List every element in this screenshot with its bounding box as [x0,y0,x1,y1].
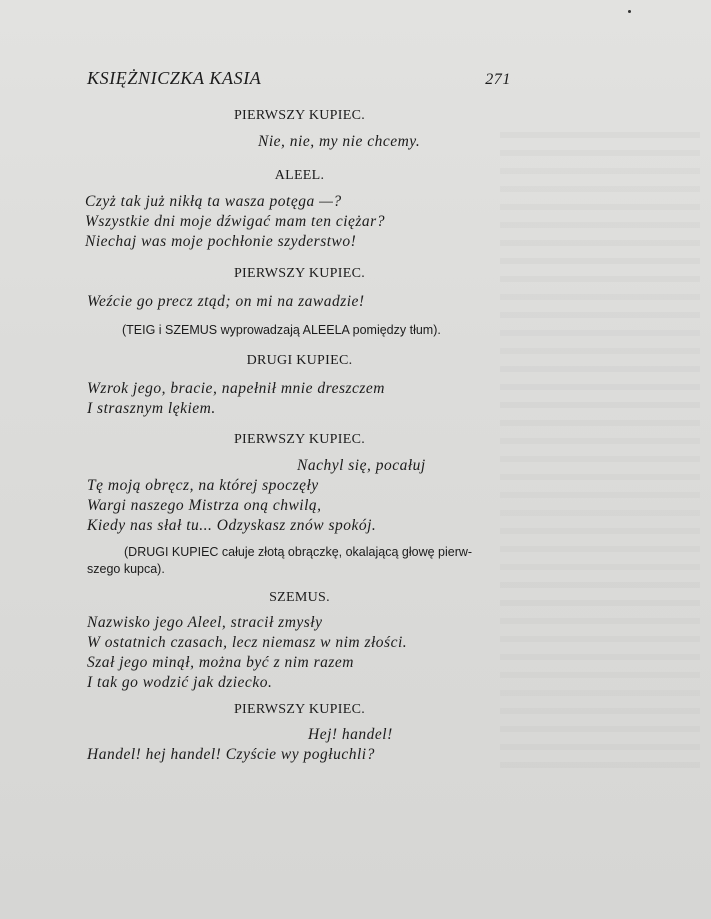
verse-line: Szał jego minął, można być z nim razem [87,654,354,671]
verse-line: Wzrok jego, bracie, napełnił mnie dreszczem [87,380,386,397]
speaker-name: SZEMUS. [269,590,330,605]
verse-line: Niechaj was moje pochłonie szyderstwo! [85,233,357,250]
speaker-name: PIERWSZY KUPIEC. [233,266,366,281]
verse-line: Weźcie go precz ztąd; on mi na zawadzie! [87,293,365,310]
running-header [87,68,511,92]
stage-direction: szego kupca). [87,562,165,576]
verse-line: Wszystkie dni moje dźwigać mam ten ciężar? [85,213,385,230]
verse-line: Nachyl się, pocałuj [297,457,426,474]
stage-direction: (TEIG i SZEMUS wyprowadzają ALEELA pomiędzy tłum). [122,323,441,337]
verse-line: I strasznym lękiem. [87,400,216,417]
bleed-through-text [500,120,700,770]
speaker-name: ALEEL. [274,168,325,183]
verse-line: Czyż tak już nikłą ta wasza potęga —? [85,193,342,210]
page-number: 271 [485,71,511,88]
verse-line: Kiedy nas słał tu... Odzyskasz znów spokój. [87,517,377,534]
speaker-name: PIERWSZY KUPIEC. [233,108,366,123]
book-title: KSIĘŻNICZKA KASIA [87,68,262,88]
verse-line: I tak go wodzić jak dziecko. [87,674,273,691]
dust-speck [628,10,631,13]
verse-line: W ostatnich czasach, lecz niemasz w nim złości. [87,634,408,651]
verse-line: Tę moją obręcz, na której spoczęły [87,477,319,494]
speaker-name: PIERWSZY KUPIEC. [233,702,366,717]
verse-line: Nazwisko jego Aleel, stracił zmysły [87,614,323,631]
speaker-name: DRUGI KUPIEC. [246,353,353,368]
verse-line: Handel! hej handel! Czyście wy pogłuchli? [87,746,375,763]
verse-line: Hej! handel! [308,726,393,743]
verse-line: Nie, nie, my nie chcemy. [258,133,421,150]
speaker-name: PIERWSZY KUPIEC. [233,432,366,447]
stage-direction: (DRUGI KUPIEC całuje złotą obrączkę, okalającą głowę pierw- [124,545,473,559]
verse-line: Wargi naszego Mistrza oną chwilą, [87,497,322,514]
